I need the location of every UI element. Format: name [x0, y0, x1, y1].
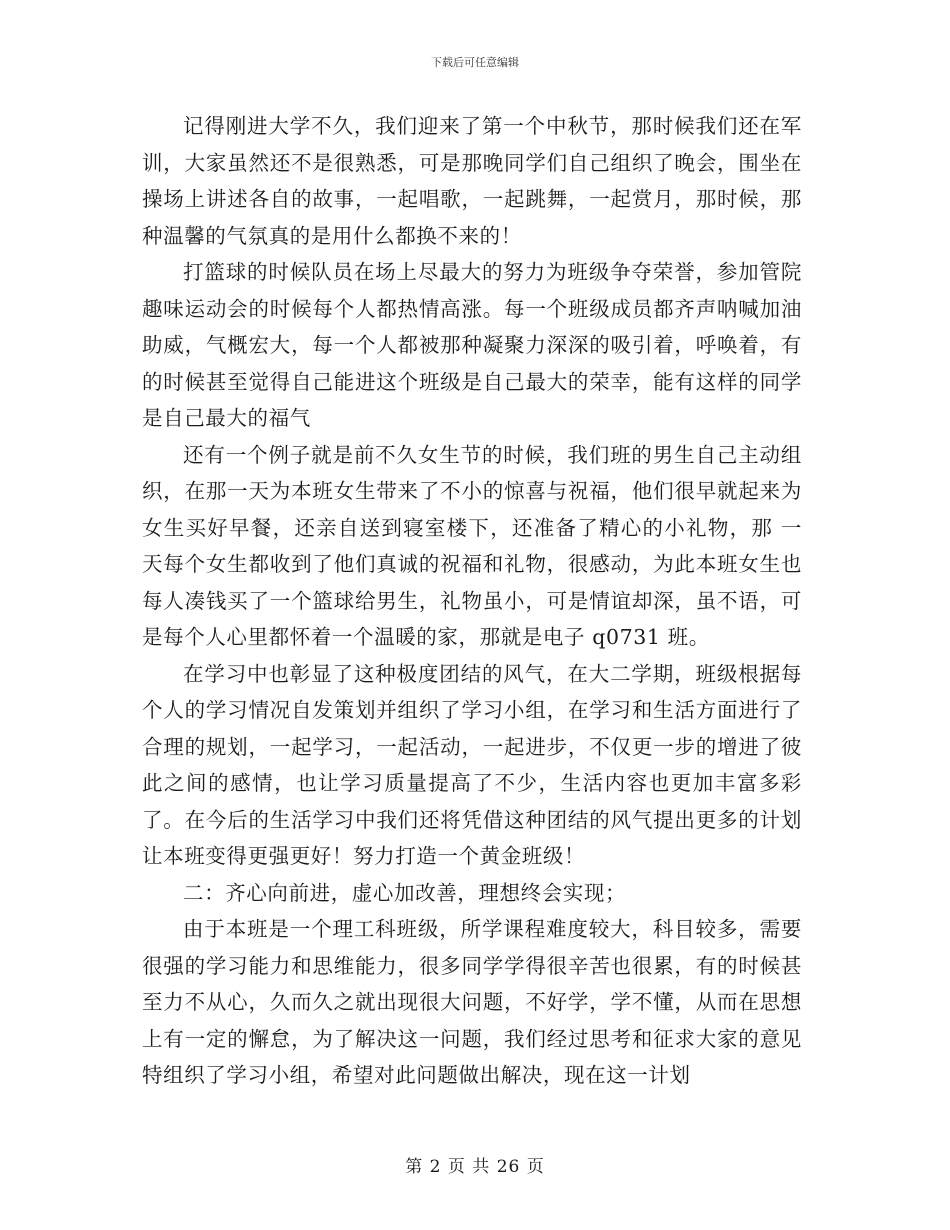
paragraph-study-groups: 在学习中也彰显了这种极度团结的风气，在大二学期，班级根据每个人的学习情况自发策划并组织了学习小组，在学习和生活方面进行了合理的规划，一起学习，一起活动，一起进步，不仅更一步的增进了彼此之间的感情，也让学习质量提高了不少，生活内容也更加丰富多彩了。在今后的生活学习中我们还将凭借这种团结的风气提出更多的计划让本班变得更强更好！努力打造一个黄金班级！ [142, 661, 802, 868]
page-header: 下载后可任意编辑 [431, 56, 519, 69]
paragraph-basketball: 打篮球的时候队员在场上尽最大的努力为班级争夺荣誉，参加管院趣味运动会的时候每个人都热情高涨。每一个班级成员都齐声呐喊加油助威，气概宏大，每一个人都被那种凝聚力深深的吸引着，呼唤着，有的时候甚至觉得自己能进这个班级是自己最大的荣幸，能有这样的同学是自己最大的福气 [142, 260, 802, 430]
page-number-footer: 第 2 页 共 26 页 [405, 1157, 545, 1177]
document-body [142, 108, 802, 1094]
paragraph-mid-autumn: 记得刚进大学不久，我们迎来了第一个中秋节，那时候我们还在军训，大家虽然还不是很熟悉，可是那晚同学们自己组织了晚会，围坐在操场上讲述各自的故事，一起唱歌，一起跳舞，一起赏月，那时候，那种温馨的气氛真的是用什么都换不来的！ [142, 114, 802, 248]
paragraph-womens-day: 还有一个例子就是前不久女生节的时候，我们班的男生自己主动组织，在那一天为本班女生带来了不小的惊喜与祝福，他们很早就起来为女生买好早餐，还亲自送到寝室楼下，还准备了精心的小礼物，那 一天每个女生都收到了他们真诚的祝福和礼物，很感动，为此本班女生也每人凑钱买了一个篮球给男生，礼物虽小，可是情谊却深，虽不语，可是每个人心里都怀着一个温暖的家，那就是电子 q0731 班。 [142, 442, 802, 649]
section-heading-two: 二：齐心向前进，虚心加改善，理想终会实现； [183, 880, 627, 905]
paragraph-engineering-class: 由于本班是一个理工科班级，所学课程难度较大，科目较多，需要很强的学习能力和思维能力，很多同学学得很辛苦也很累，有的时候甚至力不从心，久而久之就出现很大问题，不好学，学不懂，从而在思想上有一定的懈怠，为了解决这一问题，我们经过思考和征求大家的意见特组织了学习小组，希望对此问题做出解决，现在这一计划 [142, 917, 802, 1087]
